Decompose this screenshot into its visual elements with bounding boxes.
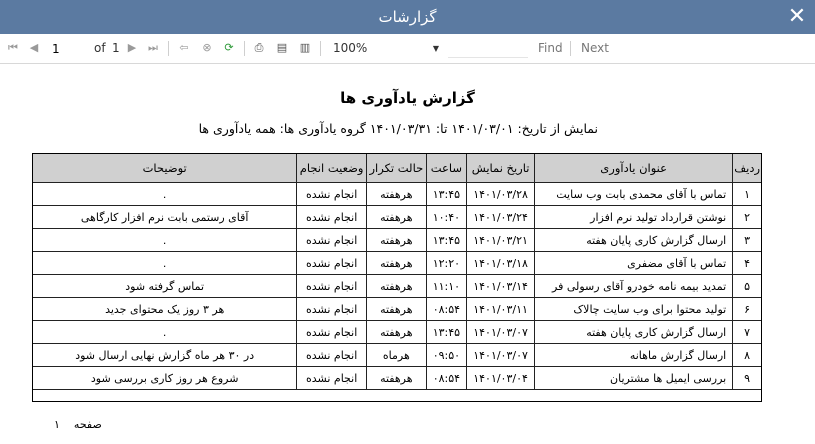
reminder-title-cell: ارسال گزارش کاری پایان هفته [535,321,733,344]
description-cell: . [33,252,297,275]
repeat-mode-cell: هرهفته [366,183,426,206]
chevron-down-icon: ▼ [432,44,439,53]
description-cell: تماس گرفته شود [33,275,297,298]
page-number-input[interactable] [50,39,92,59]
description-cell: در ۳۰ هر ماه گزارش نهایی ارسال شود [33,344,297,367]
table-row [33,321,762,344]
table-row [33,367,762,390]
description-cell: . [33,229,297,252]
description-cell: هر ۳ روز یک محتوای جدید [33,298,297,321]
display-date-cell: ۱۴۰۱/۰۳/۲۸ [467,183,535,206]
completion-status-cell: انجام نشده [297,298,367,321]
next-page-icon[interactable]: ▶ [127,41,137,54]
repeat-mode-cell: هرهفته [366,206,426,229]
time-cell: ۱۳:۴۵ [426,321,466,344]
zoom-select[interactable] [333,39,441,58]
footer-page-number: ۱ [54,418,60,431]
repeat-mode-cell: هرهفته [366,252,426,275]
toolbar-divider [320,41,321,56]
completion-status-cell: انجام نشده [297,344,367,367]
description-cell: . [33,321,297,344]
reminder-title-cell: ارسال گزارش ماهانه [535,344,733,367]
row-number-cell: ۱ [733,183,762,206]
of-label: of [94,41,106,55]
row-number-cell: ۹ [733,367,762,390]
reminder-title-cell: ارسال گزارش کاری پایان هفته [535,229,733,252]
table-row [33,229,762,252]
time-cell: ۱۳:۴۵ [426,229,466,252]
time-cell: ۱۲:۲۰ [426,252,466,275]
display-date-cell: ۱۴۰۱/۰۳/۱۴ [467,275,535,298]
table-row [33,298,762,321]
repeat-mode-cell: هرهفته [366,321,426,344]
repeat-mode-cell: هرهفته [366,367,426,390]
window-title: گزارشات [378,8,437,26]
column-header: عنوان یادآوری [535,154,733,183]
display-date-cell: ۱۴۰۱/۰۳/۱۱ [467,298,535,321]
column-header: ساعت [426,154,466,183]
repeat-mode-cell: هرهفته [366,298,426,321]
previous-page-icon[interactable]: ◀ [29,41,39,54]
display-date-cell: ۱۴۰۱/۰۳/۲۴ [467,206,535,229]
row-number-cell: ۸ [733,344,762,367]
column-header: توضیحات [33,154,297,183]
find-input[interactable] [448,39,528,58]
report-page [0,64,815,444]
completion-status-cell: انجام نشده [297,183,367,206]
display-date-cell: ۱۴۰۱/۰۳/۰۷ [467,344,535,367]
description-cell: . [33,183,297,206]
next-button[interactable]: Next [581,41,609,55]
report-title: گزارش یادآوری ها [340,89,475,107]
column-header: ردیف [733,154,762,183]
table-row [33,206,762,229]
stop-icon[interactable]: ⊗ [202,41,212,54]
reminder-title-cell: تماس با آقای محمدی بابت وب سایت [535,183,733,206]
column-header: تاریخ نمایش [467,154,535,183]
table-row [33,275,762,298]
reminder-title-cell: تمدید بیمه نامه خودرو آقای رسولی فر [535,275,733,298]
time-cell: ۱۳:۴۵ [426,183,466,206]
row-number-cell: ۴ [733,252,762,275]
page-footer [54,418,102,431]
completion-status-cell: انجام نشده [297,321,367,344]
completion-status-cell: انجام نشده [297,275,367,298]
repeat-mode-cell: هرهفته [366,275,426,298]
time-cell: ۰۸:۵۴ [426,298,466,321]
display-date-cell: ۱۴۰۱/۰۳/۰۴ [467,367,535,390]
row-number-cell: ۶ [733,298,762,321]
reminder-title-cell: تماس با آقای مضفری [535,252,733,275]
time-cell: ۱۱:۱۰ [426,275,466,298]
last-page-icon[interactable]: ⏭ [148,41,158,54]
display-date-cell: ۱۴۰۱/۰۳/۱۸ [467,252,535,275]
zoom-value: 100% [333,41,368,55]
table-header-row [33,154,762,183]
find-button[interactable]: Find [538,41,563,55]
table-row [33,183,762,206]
table-row [33,344,762,367]
total-pages: 1 [112,41,120,55]
reminder-title-cell: تولید محتوا برای وب سایت چالاک [535,298,733,321]
column-header: حالت تکرار [366,154,426,183]
row-number-cell: ۷ [733,321,762,344]
toolbar-divider [168,41,169,56]
description-cell: آقای رستمی بابت نرم افزار کارگاهی [33,206,297,229]
completion-status-cell: انجام نشده [297,206,367,229]
row-number-cell: ۳ [733,229,762,252]
completion-status-cell: انجام نشده [297,367,367,390]
refresh-icon[interactable]: ⟳ [224,41,234,54]
completion-status-cell: انجام نشده [297,229,367,252]
time-cell: ۰۸:۵۴ [426,367,466,390]
completion-status-cell: انجام نشده [297,252,367,275]
close-icon[interactable]: ✕ [787,4,807,29]
reminder-title-cell: نوشتن قرارداد تولید نرم افزار [535,206,733,229]
row-number-cell: ۵ [733,275,762,298]
title-bar [0,0,815,34]
table-row [33,252,762,275]
back-icon[interactable]: ⇦ [179,41,189,54]
reminder-title-cell: بررسی ایمیل ها مشتریان [535,367,733,390]
column-header: وضعیت انجام [297,154,367,183]
report-subtitle: نمایش از تاریخ: ۱۴۰۱/۰۳/۰۱ تا: ۱۴۰۱/۰۳/۳۱ گروه یادآوری ها: همه یادآوری ها [198,121,598,136]
repeat-mode-cell: هرهفته [366,229,426,252]
display-date-cell: ۱۴۰۱/۰۳/۲۱ [467,229,535,252]
time-cell: ۰۹:۵۰ [426,344,466,367]
first-page-icon[interactable]: ⏮ [8,41,18,54]
row-number-cell: ۲ [733,206,762,229]
repeat-mode-cell: هرماه [366,344,426,367]
reminders-table [32,153,762,390]
page-setup-icon[interactable]: ▥ [299,41,311,54]
description-cell: شروع هر روز کاری بررسی شود [33,367,297,390]
toolbar-divider [570,41,571,56]
report-toolbar [0,34,815,64]
display-date-cell: ۱۴۰۱/۰۳/۰۷ [467,321,535,344]
toolbar-divider [244,41,245,56]
print-icon[interactable]: ⎙ [254,41,264,54]
time-cell: ۱۰:۴۰ [426,206,466,229]
print-layout-icon[interactable]: ▤ [276,41,288,54]
footer-label: صفحه [73,418,102,431]
